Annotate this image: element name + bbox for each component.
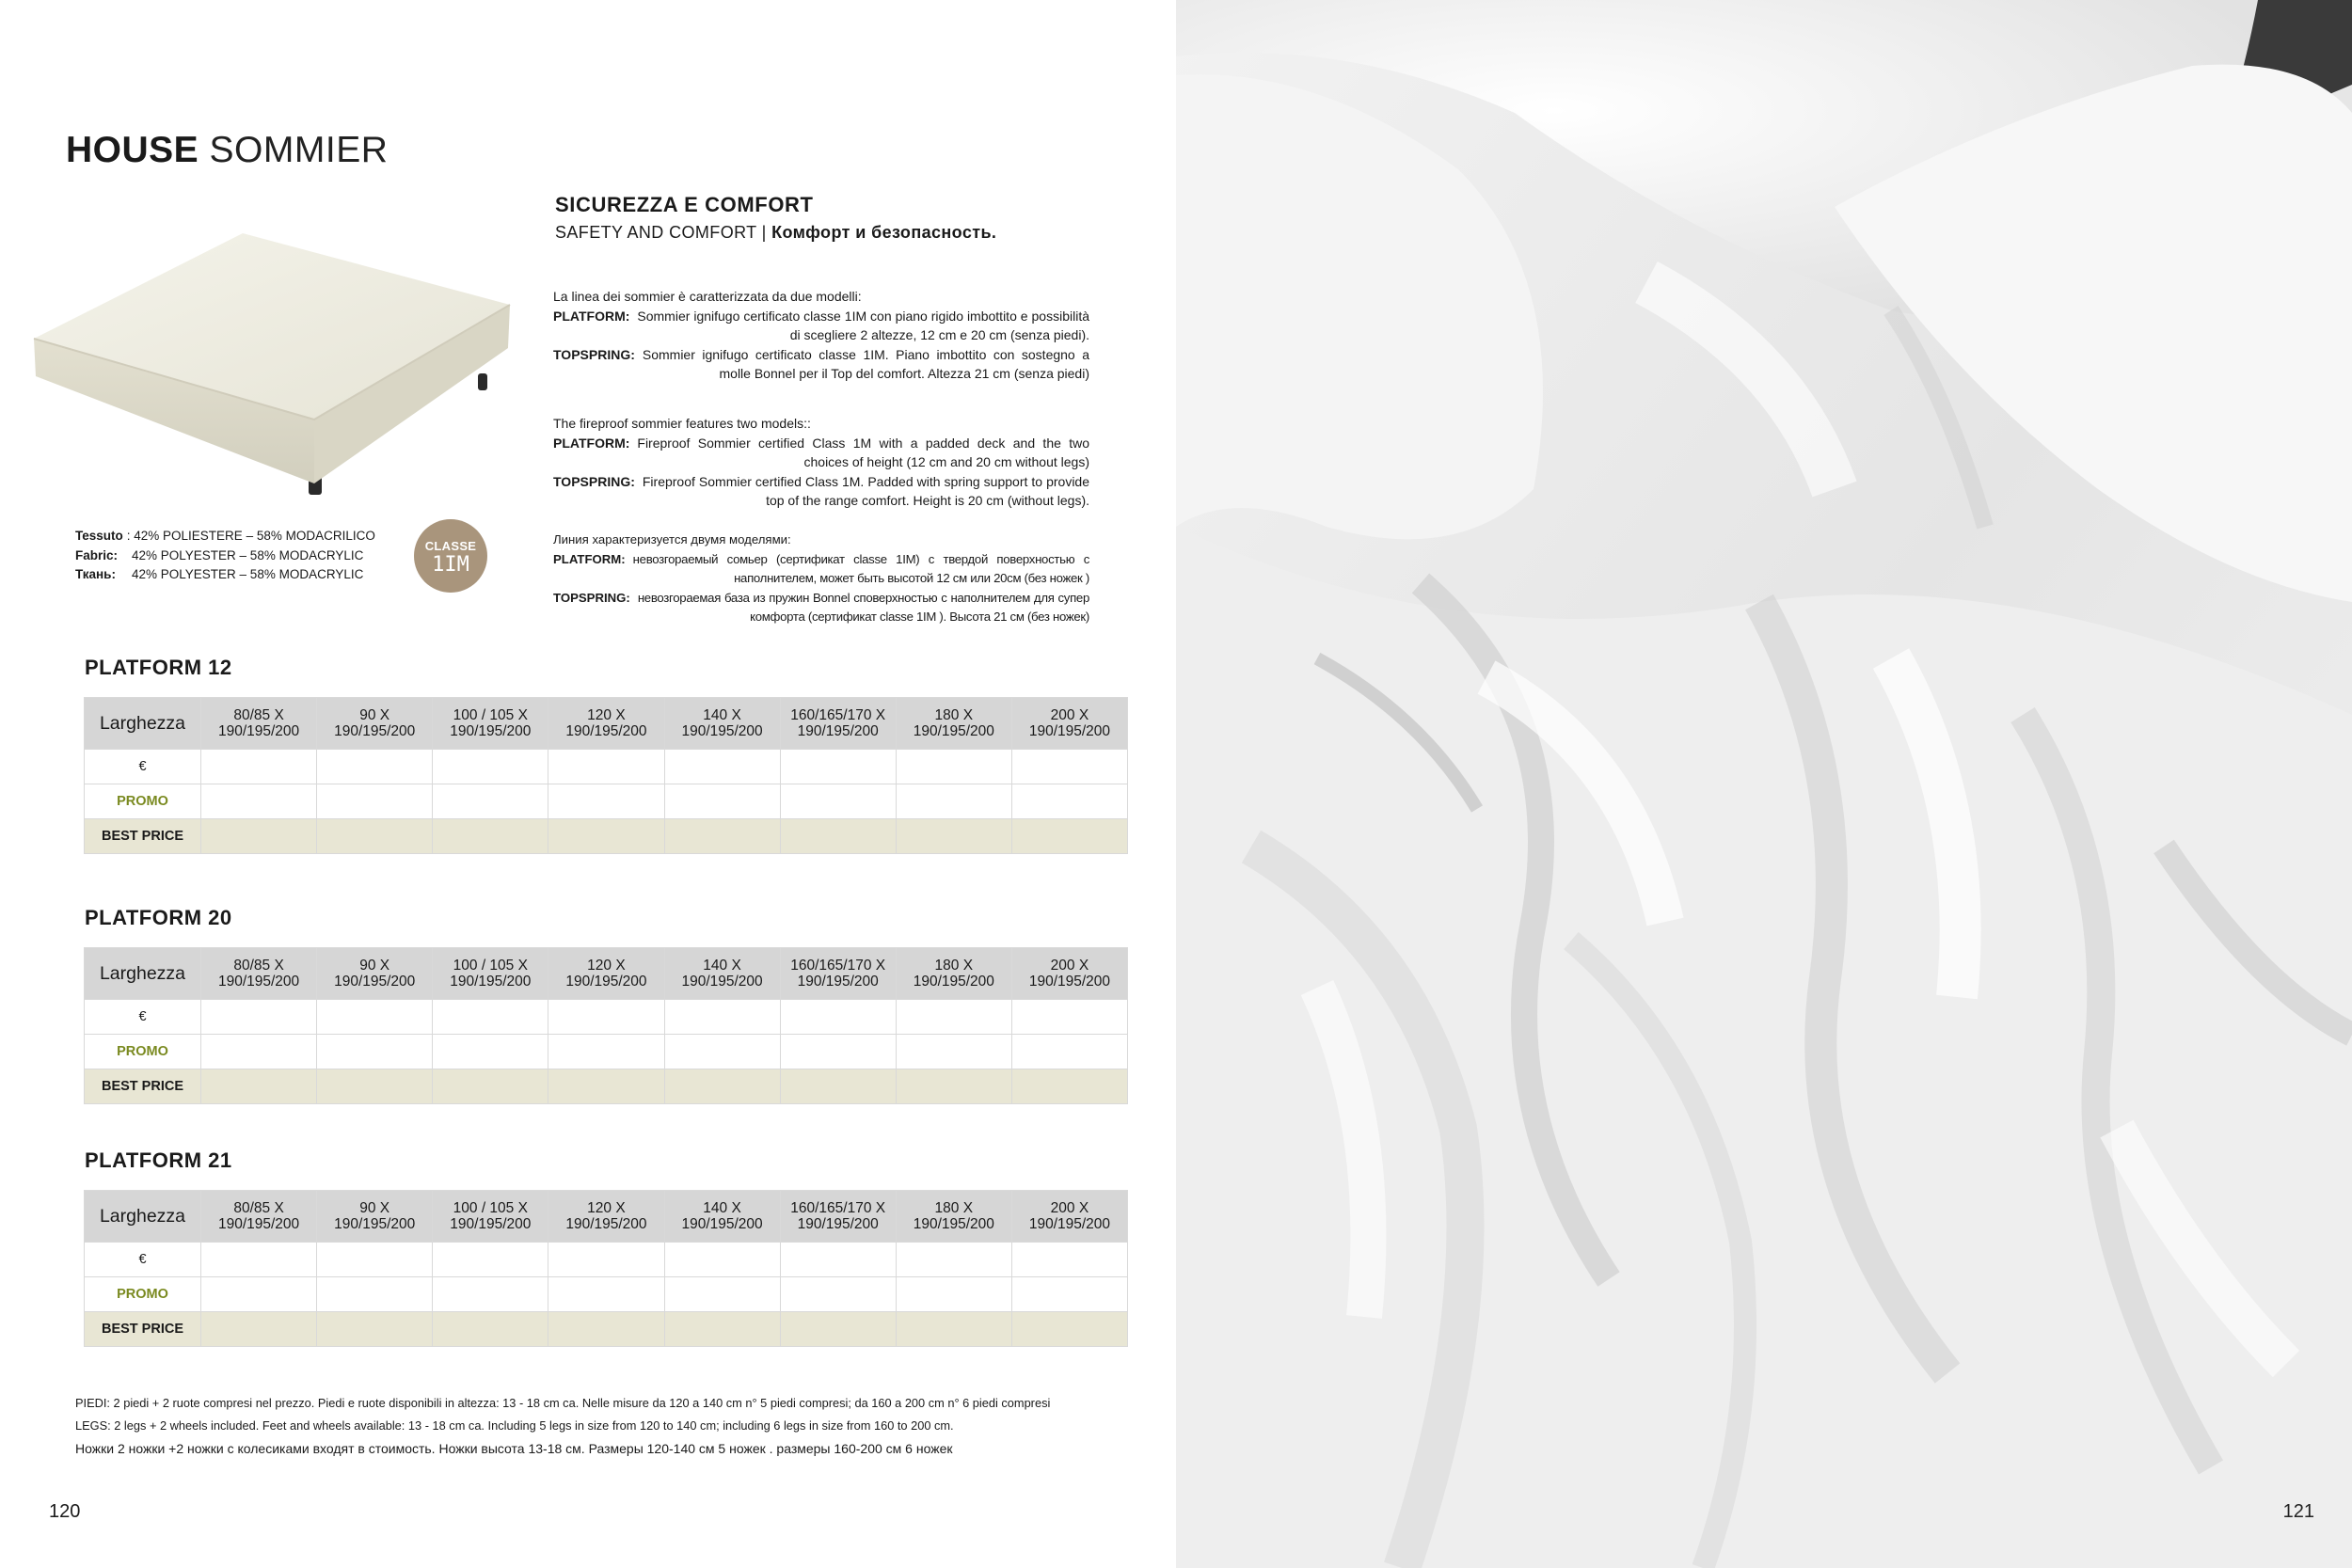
section-subtitle bbox=[555, 223, 996, 243]
table-header-row bbox=[85, 1191, 1128, 1243]
title-bold: HOUSE bbox=[66, 130, 199, 170]
row-label-price: € bbox=[85, 1000, 201, 1035]
desc-it-platform-value: Sommier ignifugo certificato classe 1IM con piano rigido imbottito e possibilità di scegliere 2 altezze, 12 cm e 20 cm (senza piedi). bbox=[637, 308, 1089, 342]
platform-21-title: PLATFORM 21 bbox=[85, 1148, 232, 1172]
header-larghezza: Larghezza bbox=[85, 948, 201, 1000]
row-label-promo: PROMO bbox=[85, 1035, 201, 1069]
section-title: SICUREZZA E COMFORT bbox=[555, 193, 814, 216]
header-size: 80/85 X 190/195/200 bbox=[201, 948, 317, 1000]
fabric-value-it: : 42% POLIESTERE – 58% MODACRILICO bbox=[126, 529, 375, 543]
row-label-price: € bbox=[85, 750, 201, 784]
header-size: 90 X 190/195/200 bbox=[317, 698, 433, 750]
desc-ru-topspring-key: TOPSPRING: bbox=[553, 590, 630, 605]
desc-ru-intro: Линия характеризуется двумя моделями: bbox=[553, 532, 791, 546]
desc-ru-topspring-value: невозгораемая база из пружин Bonnel споверхностью с наполнителем для супер комфорта (сертификат classe 1IM ). Высота 21 см (без ножек) bbox=[637, 590, 1089, 624]
fabric-label-it: Tessuto bbox=[75, 529, 123, 543]
table-row-best-price bbox=[85, 819, 1128, 854]
fabric-row-it bbox=[75, 527, 375, 546]
description-en bbox=[553, 414, 1089, 511]
header-size: 120 X 190/195/200 bbox=[548, 698, 664, 750]
header-size: 160/165/170 X 190/195/200 bbox=[780, 948, 896, 1000]
header-size: 90 X 190/195/200 bbox=[317, 948, 433, 1000]
header-size: 80/85 X 190/195/200 bbox=[201, 698, 317, 750]
desc-it-topspring-value: Sommier ignifugo certificato classe 1IM. Piano imbottito con sostegno a molle Bonnel per il Top del comfort. Altezza 21 cm (senza piedi) bbox=[642, 346, 1089, 381]
header-size: 180 X 190/195/200 bbox=[896, 698, 1011, 750]
row-label-best-price: BEST PRICE bbox=[85, 1312, 201, 1347]
desc-it-platform-key: PLATFORM: bbox=[553, 308, 630, 324]
notes-ru: Ножки 2 ножки +2 ножки с колесиками входят в стоимость. Ножки высота 13-18 см. Размеры 120-140 см 5 ножек . размеры 160-200 см 6 ножек bbox=[75, 1441, 953, 1456]
classe-1im-badge bbox=[414, 519, 487, 593]
header-size: 200 X 190/195/200 bbox=[1011, 948, 1127, 1000]
desc-it-topspring-key: TOPSPRING: bbox=[553, 346, 635, 362]
row-label-promo: PROMO bbox=[85, 784, 201, 819]
notes-en: LEGS: 2 legs + 2 wheels included. Feet and wheels available: 13 - 18 cm ca. Including 5 legs in size from 120 to 140 cm; including 6 legs in size from 160 to 200 cm. bbox=[75, 1418, 954, 1433]
desc-en-platform-key: PLATFORM: bbox=[553, 435, 630, 451]
fabric-row-en bbox=[75, 546, 375, 566]
header-size: 120 X 190/195/200 bbox=[548, 948, 664, 1000]
page-number-left: 120 bbox=[49, 1501, 81, 1522]
desc-it-intro: La linea dei sommier è caratterizzata da due modelli: bbox=[553, 289, 862, 304]
fabric-value-ru: 42% POLYESTER – 58% MODACRYLIC bbox=[132, 567, 364, 581]
desc-en-intro: The fireproof sommier features two models:: bbox=[553, 416, 811, 431]
desc-ru-platform-value: невозгораемый сомьер (сертификат classe 1IM) с твердой поверхностью с наполнителем, может быть высотой 12 см или 20см (без ножек ) bbox=[632, 551, 1089, 585]
desc-ru-topspring bbox=[553, 589, 1089, 627]
platform-20-price-table bbox=[84, 947, 1128, 1104]
desc-en-platform-value: Fireproof Sommier certified Class 1M with a padded deck and the two choices of height (12 cm and 20 cm without legs) bbox=[637, 435, 1089, 469]
header-size: 140 X 190/195/200 bbox=[664, 698, 780, 750]
table-row-promo bbox=[85, 1035, 1128, 1069]
header-size: 100 / 105 X 190/195/200 bbox=[433, 1191, 548, 1243]
row-label-price: € bbox=[85, 1243, 201, 1277]
desc-it-platform bbox=[553, 307, 1089, 345]
row-label-best-price: BEST PRICE bbox=[85, 819, 201, 854]
header-size: 140 X 190/195/200 bbox=[664, 1191, 780, 1243]
sommier-product-image bbox=[26, 218, 516, 510]
header-size: 160/165/170 X 190/195/200 bbox=[780, 1191, 896, 1243]
header-size: 180 X 190/195/200 bbox=[896, 1191, 1011, 1243]
desc-en-topspring-value: Fireproof Sommier certified Class 1M. Padded with spring support to provide top of the range comfort. Height is 20 cm (without legs). bbox=[642, 473, 1089, 508]
header-size: 140 X 190/195/200 bbox=[664, 948, 780, 1000]
table-row-price bbox=[85, 1243, 1128, 1277]
desc-en-topspring bbox=[553, 472, 1089, 511]
fabric-value-en: 42% POLYESTER – 58% MODACRYLIC bbox=[132, 547, 364, 562]
page-title bbox=[66, 130, 388, 171]
subtitle-ru: Комфорт и безопасность. bbox=[771, 223, 997, 242]
header-larghezza: Larghezza bbox=[85, 1191, 201, 1243]
notes-it: PIEDI: 2 piedi + 2 ruote compresi nel prezzo. Piedi e ruote disponibili in altezza: 13 - 18 cm ca. Nelle misure da 120 a 140 cm n° 5 piedi compresi; da 160 a 200 cm n° 6 piedi compresi bbox=[75, 1396, 1051, 1410]
subtitle-en: SAFETY AND COMFORT | bbox=[555, 223, 772, 242]
badge-line2: 1IM bbox=[432, 553, 469, 577]
header-larghezza: Larghezza bbox=[85, 698, 201, 750]
table-row-best-price bbox=[85, 1069, 1128, 1104]
header-size: 160/165/170 X 190/195/200 bbox=[780, 698, 896, 750]
desc-en-topspring-key: TOPSPRING: bbox=[553, 473, 635, 489]
table-row-price bbox=[85, 750, 1128, 784]
badge-line1: CLASSE bbox=[424, 539, 477, 553]
table-row-price bbox=[85, 1000, 1128, 1035]
description-it bbox=[553, 287, 1089, 384]
legs-notes bbox=[75, 1392, 1050, 1460]
desc-ru-platform bbox=[553, 550, 1089, 589]
right-page bbox=[1176, 0, 2352, 1568]
header-size: 100 / 105 X 190/195/200 bbox=[433, 698, 548, 750]
header-size: 100 / 105 X 190/195/200 bbox=[433, 948, 548, 1000]
desc-it-topspring bbox=[553, 345, 1089, 384]
table-header-row bbox=[85, 698, 1128, 750]
table-row-promo bbox=[85, 1277, 1128, 1312]
platform-20-title: PLATFORM 20 bbox=[85, 906, 232, 929]
table-row-promo bbox=[85, 784, 1128, 819]
row-label-promo: PROMO bbox=[85, 1277, 201, 1312]
header-size: 180 X 190/195/200 bbox=[896, 948, 1011, 1000]
page-number-right: 121 bbox=[2282, 1501, 2314, 1522]
header-size: 120 X 190/195/200 bbox=[548, 1191, 664, 1243]
fabric-label-en: Fabric: bbox=[75, 547, 119, 562]
fabric-row-ru bbox=[75, 565, 375, 585]
desc-ru-platform-key: PLATFORM: bbox=[553, 551, 626, 566]
title-light: SOMMIER bbox=[209, 130, 389, 170]
description-ru bbox=[553, 531, 1089, 627]
row-label-best-price: BEST PRICE bbox=[85, 1069, 201, 1104]
desc-en-platform bbox=[553, 434, 1089, 472]
fabric-label-ru: Ткань: bbox=[75, 567, 116, 581]
header-size: 90 X 190/195/200 bbox=[317, 1191, 433, 1243]
fabric-composition bbox=[75, 527, 375, 585]
table-row-best-price bbox=[85, 1312, 1128, 1347]
header-size: 80/85 X 190/195/200 bbox=[201, 1191, 317, 1243]
header-size: 200 X 190/195/200 bbox=[1011, 698, 1127, 750]
table-header-row bbox=[85, 948, 1128, 1000]
header-size: 200 X 190/195/200 bbox=[1011, 1191, 1127, 1243]
platform-21-price-table bbox=[84, 1190, 1128, 1347]
platform-12-price-table bbox=[84, 697, 1128, 854]
bed-linen-photo bbox=[1176, 0, 2352, 1568]
platform-12-title: PLATFORM 12 bbox=[85, 656, 232, 679]
